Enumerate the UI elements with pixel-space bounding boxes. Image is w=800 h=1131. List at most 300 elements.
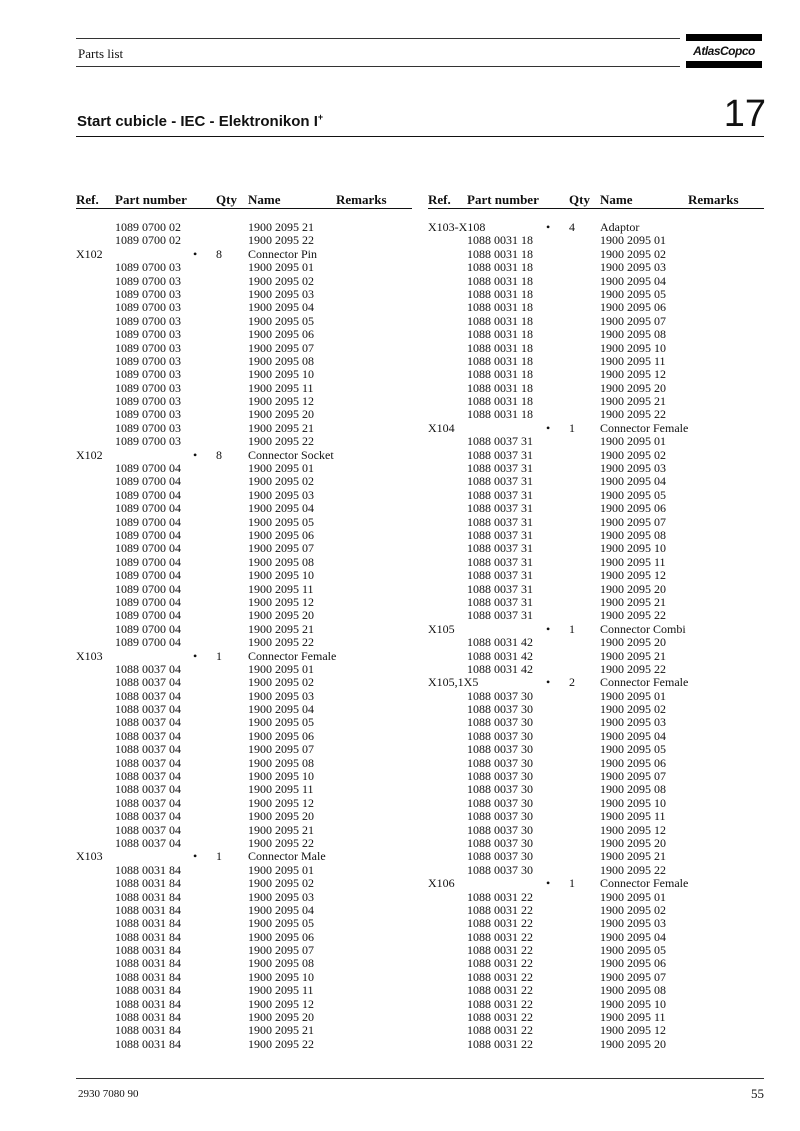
name-cell: 1900 2095 20 (248, 407, 314, 422)
table-row (428, 690, 764, 703)
part-number-cell: 1089 0700 03 (115, 367, 181, 382)
table-row (428, 542, 764, 555)
name-cell: 1900 2095 10 (248, 568, 314, 583)
part-number-cell: 1088 0037 04 (115, 795, 181, 810)
name-cell: 1900 2095 02 (248, 876, 314, 891)
table-row (76, 957, 412, 970)
table-row (76, 743, 412, 756)
parts-table-right (428, 192, 764, 1051)
table-header-right (428, 192, 764, 209)
table-row (76, 864, 412, 877)
name-cell: 1900 2095 03 (600, 461, 666, 476)
part-number-cell: 1089 0700 03 (115, 340, 181, 355)
part-number-cell: 1089 0700 03 (115, 380, 181, 395)
table-row (76, 944, 412, 957)
part-number-cell: 1088 0031 84 (115, 862, 181, 877)
name-cell: 1900 2095 22 (248, 835, 314, 850)
table-row (428, 368, 764, 381)
table-row (428, 261, 764, 274)
table-row (428, 556, 764, 569)
name-cell: 1900 2095 07 (248, 340, 314, 355)
table-row (76, 609, 412, 622)
part-number-cell: 1088 0031 18 (467, 353, 533, 368)
name-cell: 1900 2095 10 (248, 969, 314, 984)
part-number-cell: 1088 0037 30 (467, 688, 533, 703)
table-row (76, 261, 412, 274)
part-number-cell: 1089 0700 03 (115, 300, 181, 315)
bullet-cell: • (546, 220, 551, 234)
table-row (428, 931, 764, 944)
part-number-cell: 1088 0031 22 (467, 902, 533, 917)
part-number-cell: 1088 0037 31 (467, 608, 533, 623)
name-cell: 1900 2095 01 (600, 688, 666, 703)
part-number-cell: 1088 0031 22 (467, 956, 533, 971)
table-row (428, 891, 764, 904)
name-cell: 1900 2095 20 (600, 635, 666, 650)
name-cell: 1900 2095 10 (248, 367, 314, 382)
name-cell: 1900 2095 05 (600, 742, 666, 757)
name-cell: 1900 2095 04 (600, 273, 666, 288)
part-number-cell: 1088 0037 31 (467, 434, 533, 449)
name-cell: 1900 2095 06 (248, 327, 314, 342)
header-ref: Ref. (428, 192, 451, 207)
table-row (428, 422, 764, 435)
bullet-cell: • (193, 648, 198, 663)
header-qty: Qty (216, 192, 237, 207)
part-number-cell: 1088 0037 04 (115, 782, 181, 797)
name-cell: 1900 2095 12 (248, 996, 314, 1011)
table-row (428, 301, 764, 314)
footer-rule (76, 1078, 764, 1079)
part-number-cell: 1089 0700 03 (115, 407, 181, 422)
part-number-cell: 1088 0037 30 (467, 809, 533, 824)
table-row (76, 663, 412, 676)
part-number-cell: 1088 0037 31 (467, 568, 533, 583)
part-number-cell: 1088 0037 31 (467, 487, 533, 502)
name-cell: 1900 2095 12 (600, 1023, 666, 1038)
part-number-cell: 1089 0700 04 (115, 527, 181, 542)
name-cell: 1900 2095 07 (248, 742, 314, 757)
name-cell: 1900 2095 08 (600, 983, 666, 998)
table-row (76, 556, 412, 569)
ref-cell: X105 (428, 621, 455, 636)
part-number-cell: 1088 0031 84 (115, 929, 181, 944)
name-cell: Connector Female (600, 876, 689, 891)
part-number-cell: 1088 0037 04 (115, 742, 181, 757)
name-cell: 1900 2095 12 (248, 594, 314, 609)
name-cell: 1900 2095 06 (600, 755, 666, 770)
logo-text: AtlasCopco (693, 44, 755, 58)
header-ref: Ref. (76, 192, 99, 207)
bullet-cell: • (546, 876, 551, 891)
table-row (76, 650, 412, 663)
ref-cell: X104 (428, 420, 455, 435)
part-number-cell: 1088 0037 04 (115, 661, 181, 676)
part-number-cell: 1088 0037 30 (467, 728, 533, 743)
table-row (428, 328, 764, 341)
page-number: 55 (751, 1086, 764, 1101)
name-cell: 1900 2095 11 (248, 782, 314, 797)
table-row (76, 877, 412, 890)
bullet-cell: • (193, 849, 198, 864)
qty-cell: 8 (216, 246, 222, 261)
chapter-number: 17 (723, 93, 766, 135)
name-cell: 1900 2095 04 (248, 702, 314, 717)
table-row (428, 917, 764, 930)
name-cell: 1900 2095 22 (600, 661, 666, 676)
part-number-cell: 1088 0031 84 (115, 916, 181, 931)
name-cell: 1900 2095 06 (248, 527, 314, 542)
part-number-cell: 1088 0037 31 (467, 541, 533, 556)
table-row (428, 1038, 764, 1051)
name-cell: 1900 2095 07 (600, 313, 666, 328)
part-number-cell: 1088 0037 04 (115, 715, 181, 730)
part-number-cell: 1088 0031 22 (467, 943, 533, 958)
part-number-cell: 1088 0037 30 (467, 835, 533, 850)
part-number-cell: 1088 0037 04 (115, 755, 181, 770)
name-cell: Connector Combi (600, 621, 686, 636)
part-number-cell: 1089 0700 03 (115, 353, 181, 368)
name-cell: 1900 2095 01 (248, 862, 314, 877)
name-cell: 1900 2095 05 (600, 286, 666, 301)
part-number-cell: 1088 0031 18 (467, 407, 533, 422)
table-row (76, 716, 412, 729)
name-cell: 1900 2095 12 (600, 367, 666, 382)
name-cell: 1900 2095 21 (248, 1023, 314, 1038)
table-row (428, 408, 764, 421)
table-row (76, 730, 412, 743)
title-rule (76, 136, 764, 137)
name-cell: 1900 2095 21 (248, 621, 314, 636)
part-number-cell: 1088 0031 18 (467, 233, 533, 248)
part-number-cell: 1088 0031 84 (115, 1036, 181, 1051)
table-row (76, 783, 412, 796)
name-cell: 1900 2095 04 (600, 929, 666, 944)
table-row (76, 435, 412, 448)
name-cell: 1900 2095 22 (248, 1036, 314, 1051)
table-row (428, 850, 764, 863)
table-row (428, 810, 764, 823)
name-cell: 1900 2095 02 (600, 246, 666, 261)
ref-cell: X102 (76, 246, 103, 261)
header-part-number: Part number (115, 192, 187, 207)
ref-cell: X103 (76, 849, 103, 864)
table-row (428, 1024, 764, 1037)
part-number-cell: 1088 0037 04 (115, 728, 181, 743)
table-row (76, 971, 412, 984)
name-cell: 1900 2095 02 (248, 273, 314, 288)
table-row (76, 931, 412, 944)
table-row (428, 904, 764, 917)
table-row (76, 583, 412, 596)
table-row (428, 864, 764, 877)
table-row (428, 703, 764, 716)
part-number-cell: 1088 0031 84 (115, 1010, 181, 1025)
name-cell: 1900 2095 08 (248, 956, 314, 971)
part-number-cell: 1089 0700 04 (115, 514, 181, 529)
part-number-cell: 1088 0037 30 (467, 782, 533, 797)
table-row (76, 690, 412, 703)
part-number-cell: 1088 0031 84 (115, 889, 181, 904)
bullet-cell: • (546, 420, 551, 435)
logo-bar-bottom (686, 61, 762, 68)
table-row (76, 234, 412, 247)
part-number-cell: 1088 0037 04 (115, 769, 181, 784)
qty-cell: 1 (216, 849, 222, 864)
table-row (428, 502, 764, 515)
name-cell: 1900 2095 03 (600, 260, 666, 275)
part-number-cell: 1088 0037 31 (467, 461, 533, 476)
name-cell: 1900 2095 10 (600, 996, 666, 1011)
part-number-cell: 1088 0037 30 (467, 822, 533, 837)
part-number-cell: 1089 0700 04 (115, 621, 181, 636)
table-row (76, 757, 412, 770)
table-row (76, 891, 412, 904)
table-row (76, 422, 412, 435)
part-number-cell: 1088 0037 31 (467, 594, 533, 609)
name-cell: 1900 2095 21 (600, 648, 666, 663)
table-row (428, 315, 764, 328)
name-cell: 1900 2095 22 (248, 233, 314, 248)
table-row (428, 248, 764, 261)
table-row (76, 770, 412, 783)
part-number-cell: 1088 0031 22 (467, 929, 533, 944)
table-row (428, 516, 764, 529)
qty-cell: 8 (216, 447, 222, 462)
name-cell: 1900 2095 02 (248, 675, 314, 690)
document-number: 2930 7080 90 (78, 1088, 139, 1100)
table-row (428, 583, 764, 596)
table-row (76, 275, 412, 288)
part-number-cell: 1088 0037 31 (467, 447, 533, 462)
table-header-left (76, 192, 412, 209)
table-row (76, 449, 412, 462)
part-number-cell: 1089 0700 04 (115, 487, 181, 502)
part-number-cell: 1089 0700 03 (115, 434, 181, 449)
table-row (428, 837, 764, 850)
name-cell: 1900 2095 07 (248, 541, 314, 556)
table-row (76, 850, 412, 863)
bullet-cell: • (546, 621, 551, 636)
name-cell: 1900 2095 03 (248, 487, 314, 502)
table-row (428, 944, 764, 957)
part-number-cell: 1088 0031 84 (115, 943, 181, 958)
qty-cell: 1 (569, 876, 575, 891)
part-number-cell: 1088 0037 30 (467, 795, 533, 810)
table-row (76, 837, 412, 850)
bullet-cell: • (546, 675, 551, 690)
name-cell: 1900 2095 06 (248, 929, 314, 944)
name-cell: 1900 2095 08 (600, 327, 666, 342)
name-cell: 1900 2095 07 (600, 514, 666, 529)
table-row (428, 529, 764, 542)
name-cell: 1900 2095 12 (600, 822, 666, 837)
table-row (428, 382, 764, 395)
section-label: Parts list (78, 46, 124, 61)
brand-logo (686, 34, 762, 68)
part-number-cell: 1088 0031 84 (115, 969, 181, 984)
table-row (76, 998, 412, 1011)
table-row (76, 810, 412, 823)
part-number-cell: 1089 0700 04 (115, 568, 181, 583)
table-row (428, 730, 764, 743)
table-row (76, 328, 412, 341)
part-number-cell: 1089 0700 04 (115, 501, 181, 516)
name-cell: 1900 2095 04 (600, 728, 666, 743)
table-row (428, 395, 764, 408)
part-number-cell: 1088 0031 18 (467, 286, 533, 301)
part-number-cell: 1088 0031 18 (467, 313, 533, 328)
table-row (428, 998, 764, 1011)
table-row (428, 663, 764, 676)
table-row (428, 489, 764, 502)
name-cell: 1900 2095 04 (600, 474, 666, 489)
part-number-cell: 1089 0700 03 (115, 286, 181, 301)
name-cell: 1900 2095 20 (600, 380, 666, 395)
part-number-cell: 1088 0031 84 (115, 996, 181, 1011)
part-number-cell: 1088 0037 31 (467, 581, 533, 596)
name-cell: 1900 2095 12 (248, 394, 314, 409)
ref-cell: X102 (76, 447, 103, 462)
name-cell: 1900 2095 02 (248, 474, 314, 489)
table-row (428, 824, 764, 837)
name-cell: 1900 2095 11 (248, 581, 314, 596)
name-cell: 1900 2095 20 (248, 809, 314, 824)
ref-cell: X106 (428, 876, 455, 891)
table-row (76, 1024, 412, 1037)
table-row (76, 382, 412, 395)
name-cell: 1900 2095 07 (248, 943, 314, 958)
name-cell: 1900 2095 04 (248, 501, 314, 516)
table-row (428, 636, 764, 649)
table-row (428, 623, 764, 636)
table-row (428, 221, 764, 234)
table-row (428, 288, 764, 301)
table-row (76, 475, 412, 488)
part-number-cell: 1088 0031 22 (467, 916, 533, 931)
name-cell: 1900 2095 05 (248, 715, 314, 730)
table-row (428, 435, 764, 448)
table-row (76, 623, 412, 636)
table-row (76, 288, 412, 301)
table-row (428, 797, 764, 810)
name-cell: 1900 2095 21 (248, 220, 314, 234)
header-remarks: Remarks (336, 192, 387, 207)
part-number-cell: 1088 0037 30 (467, 742, 533, 757)
name-cell: 1900 2095 12 (248, 795, 314, 810)
table-row (76, 368, 412, 381)
part-number-cell: 1089 0700 03 (115, 273, 181, 288)
table-row (76, 342, 412, 355)
name-cell: 1900 2095 08 (248, 755, 314, 770)
qty-cell: 2 (569, 675, 575, 690)
name-cell: 1900 2095 06 (600, 300, 666, 315)
ref-cell: X103 (76, 648, 103, 663)
table-row (76, 824, 412, 837)
part-number-cell: 1089 0700 04 (115, 581, 181, 596)
header-name: Name (600, 192, 633, 207)
table-row (428, 716, 764, 729)
part-number-cell: 1088 0037 30 (467, 769, 533, 784)
qty-cell: 4 (569, 220, 575, 234)
part-number-cell: 1088 0031 42 (467, 648, 533, 663)
table-row (76, 516, 412, 529)
name-cell: Connector Male (248, 849, 326, 864)
table-row (76, 529, 412, 542)
table-row (76, 462, 412, 475)
part-number-cell: 1088 0037 30 (467, 862, 533, 877)
bullet-cell: • (193, 447, 198, 462)
name-cell: 1900 2095 21 (600, 849, 666, 864)
part-number-cell: 1088 0031 18 (467, 380, 533, 395)
name-cell: Connector Female (600, 675, 689, 690)
name-cell: 1900 2095 22 (248, 434, 314, 449)
part-number-cell: 1088 0031 18 (467, 300, 533, 315)
name-cell: 1900 2095 03 (600, 715, 666, 730)
table-body-left (76, 221, 412, 1051)
name-cell: 1900 2095 05 (600, 943, 666, 958)
parts-table-left (76, 192, 412, 1051)
part-number-cell: 1088 0037 04 (115, 675, 181, 690)
table-row (76, 355, 412, 368)
table-row (428, 877, 764, 890)
part-number-cell: 1088 0031 22 (467, 889, 533, 904)
part-number-cell: 1088 0031 22 (467, 1023, 533, 1038)
table-row (76, 596, 412, 609)
qty-cell: 1 (216, 648, 222, 663)
name-cell: 1900 2095 10 (600, 340, 666, 355)
table-row (428, 475, 764, 488)
table-row (428, 984, 764, 997)
part-number-cell: 1088 0037 30 (467, 755, 533, 770)
name-cell: 1900 2095 03 (248, 286, 314, 301)
name-cell: 1900 2095 20 (248, 1010, 314, 1025)
name-cell: 1900 2095 06 (248, 728, 314, 743)
part-number-cell: 1089 0700 04 (115, 608, 181, 623)
name-cell: 1900 2095 22 (600, 608, 666, 623)
part-number-cell: 1088 0031 18 (467, 394, 533, 409)
table-row (76, 917, 412, 930)
name-cell: 1900 2095 08 (600, 782, 666, 797)
name-cell: 1900 2095 07 (600, 969, 666, 984)
name-cell: Adaptor (600, 220, 640, 234)
table-row (428, 757, 764, 770)
part-number-cell: 1089 0700 03 (115, 394, 181, 409)
name-cell: 1900 2095 01 (248, 260, 314, 275)
part-number-cell: 1088 0031 84 (115, 1023, 181, 1038)
name-cell: 1900 2095 01 (248, 461, 314, 476)
name-cell: 1900 2095 01 (248, 661, 314, 676)
name-cell: Connector Pin (248, 246, 317, 261)
table-row (428, 596, 764, 609)
name-cell: 1900 2095 02 (600, 702, 666, 717)
part-number-cell: 1089 0700 03 (115, 260, 181, 275)
table-row (428, 569, 764, 582)
part-number-cell: 1088 0031 84 (115, 902, 181, 917)
part-number-cell: 1089 0700 04 (115, 461, 181, 476)
page-title-text: Start cubicle - IEC - Elektronikon I (77, 113, 318, 130)
name-cell: 1900 2095 10 (600, 795, 666, 810)
bullet-cell: • (193, 246, 198, 261)
part-number-cell: 1088 0031 84 (115, 983, 181, 998)
table-row (76, 904, 412, 917)
name-cell: 1900 2095 04 (248, 300, 314, 315)
name-cell: 1900 2095 08 (248, 353, 314, 368)
part-number-cell: 1088 0037 31 (467, 474, 533, 489)
header-rule-bottom (76, 66, 680, 67)
name-cell: 1900 2095 11 (248, 983, 314, 998)
name-cell: 1900 2095 07 (600, 769, 666, 784)
